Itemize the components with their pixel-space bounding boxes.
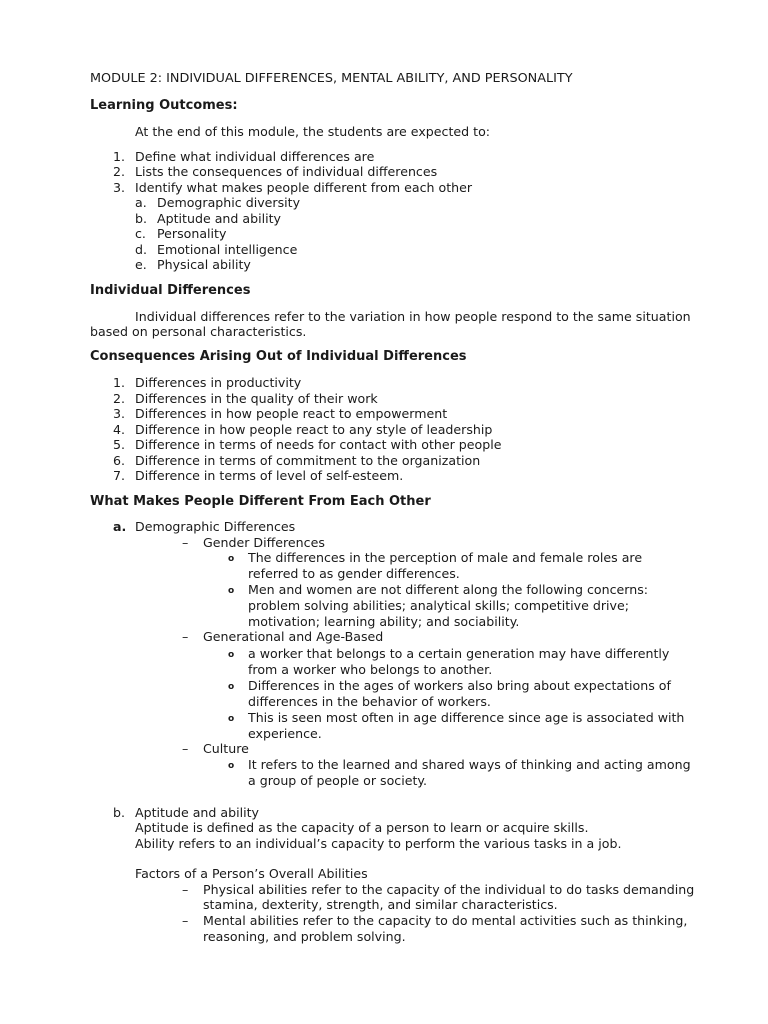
list-number: 2. bbox=[113, 391, 126, 406]
bullet-text: Differences in the ages of workers also bring about expectations of bbox=[248, 678, 671, 693]
list-item: Differences in how people react to empowerment bbox=[135, 406, 448, 421]
factors-heading: Factors of a Person’s Overall Abilities bbox=[135, 866, 368, 881]
learning-outcomes-heading: Learning Outcomes: bbox=[90, 98, 238, 113]
bullet-icon: o bbox=[228, 650, 235, 660]
dash-marker: – bbox=[182, 882, 189, 897]
list-number: 1. bbox=[113, 375, 126, 390]
bullet-icon: o bbox=[228, 761, 235, 771]
list-item: Differences in productivity bbox=[135, 375, 302, 390]
sublist-letter: d. bbox=[135, 242, 147, 257]
learning-outcomes-intro: At the end of this module, the students are expected to: bbox=[135, 124, 491, 139]
list-item: Lists the consequences of individual differences bbox=[135, 164, 438, 179]
sublist-item: Physical ability bbox=[157, 257, 251, 272]
physical-abilities-text: stamina, dexterity, strength, and similar characteristics. bbox=[203, 897, 558, 912]
paragraph-line: Individual differences refer to the variation in how people respond to the same situation bbox=[135, 309, 691, 324]
mental-abilities-text: Mental abilities refer to the capacity to do mental activities such as thinking, bbox=[203, 913, 688, 928]
bullet-text: a worker that belongs to a certain generation may have differently bbox=[248, 646, 670, 661]
sublist-letter: a. bbox=[135, 195, 147, 210]
dash-marker: – bbox=[182, 629, 189, 644]
sublist-letter: e. bbox=[135, 257, 147, 272]
list-item: Difference in terms of commitment to the organization bbox=[135, 453, 481, 468]
aptitude-ability-label: Aptitude and ability bbox=[135, 805, 260, 820]
list-item: Difference in terms of level of self-esteem. bbox=[135, 468, 404, 483]
dash-marker: – bbox=[182, 535, 189, 550]
list-number: 3. bbox=[113, 180, 126, 195]
list-number: 6. bbox=[113, 453, 126, 468]
mental-abilities-text: reasoning, and problem solving. bbox=[203, 929, 406, 944]
list-item: Identify what makes people different from each other bbox=[135, 180, 473, 195]
individual-differences-heading: Individual Differences bbox=[90, 283, 251, 298]
consequences-heading: Consequences Arising Out of Individual Differences bbox=[90, 349, 467, 364]
list-number: 1. bbox=[113, 149, 126, 164]
ability-definition: Ability refers to an individual’s capacity to perform the various tasks in a job. bbox=[135, 836, 622, 851]
dash-marker: – bbox=[182, 913, 189, 928]
bullet-text: The differences in the perception of male and female roles are bbox=[248, 550, 643, 565]
bullet-icon: o bbox=[228, 682, 235, 692]
section-letter: b. bbox=[113, 805, 125, 820]
sublist-item: Aptitude and ability bbox=[157, 211, 282, 226]
demographic-differences-label: Demographic Differences bbox=[135, 519, 296, 534]
paragraph-line: based on personal characteristics. bbox=[90, 324, 307, 339]
sublist-letter: b. bbox=[135, 211, 147, 226]
bullet-icon: o bbox=[228, 714, 235, 724]
sublist-item: Personality bbox=[157, 226, 227, 241]
module-title: MODULE 2: INDIVIDUAL DIFFERENCES, MENTAL ABILITY, AND PERSONALITY bbox=[90, 71, 573, 86]
list-number: 4. bbox=[113, 422, 126, 437]
generational-label: Generational and Age-Based bbox=[203, 629, 384, 644]
bullet-text: differences in the behavior of workers. bbox=[248, 694, 491, 709]
bullet-text: It refers to the learned and shared ways of thinking and acting among bbox=[248, 757, 691, 772]
bullet-text: referred to as gender differences. bbox=[248, 566, 460, 581]
list-item: Difference in terms of needs for contact with other people bbox=[135, 437, 502, 452]
bullet-text: experience. bbox=[248, 726, 322, 741]
sublist-item: Emotional intelligence bbox=[157, 242, 298, 257]
dash-marker: – bbox=[182, 741, 189, 756]
culture-label: Culture bbox=[203, 741, 249, 756]
list-item: Define what individual differences are bbox=[135, 149, 375, 164]
list-number: 3. bbox=[113, 406, 126, 421]
aptitude-definition: Aptitude is defined as the capacity of a person to learn or acquire skills. bbox=[135, 820, 589, 835]
bullet-text: a group of people or society. bbox=[248, 773, 428, 788]
sublist-letter: c. bbox=[135, 226, 146, 241]
bullet-text: problem solving abilities; analytical skills; competitive drive; bbox=[248, 598, 629, 613]
bullet-text: This is seen most often in age difference since age is associated with bbox=[248, 710, 685, 725]
list-item: Differences in the quality of their work bbox=[135, 391, 378, 406]
bullet-icon: o bbox=[228, 586, 235, 596]
bullet-text: Men and women are not different along the following concerns: bbox=[248, 582, 649, 597]
what-makes-heading: What Makes People Different From Each Other bbox=[90, 494, 431, 509]
physical-abilities-text: Physical abilities refer to the capacity of the individual to do tasks demanding bbox=[203, 882, 695, 897]
gender-differences-label: Gender Differences bbox=[203, 535, 325, 550]
bullet-text: motivation; learning ability; and sociability. bbox=[248, 614, 520, 629]
list-number: 5. bbox=[113, 437, 126, 452]
list-item: Difference in how people react to any style of leadership bbox=[135, 422, 493, 437]
list-number: 2. bbox=[113, 164, 126, 179]
list-number: 7. bbox=[113, 468, 126, 483]
bullet-icon: o bbox=[228, 554, 235, 564]
section-letter: a. bbox=[113, 519, 127, 534]
sublist-item: Demographic diversity bbox=[157, 195, 301, 210]
bullet-text: from a worker who belongs to another. bbox=[248, 662, 493, 677]
